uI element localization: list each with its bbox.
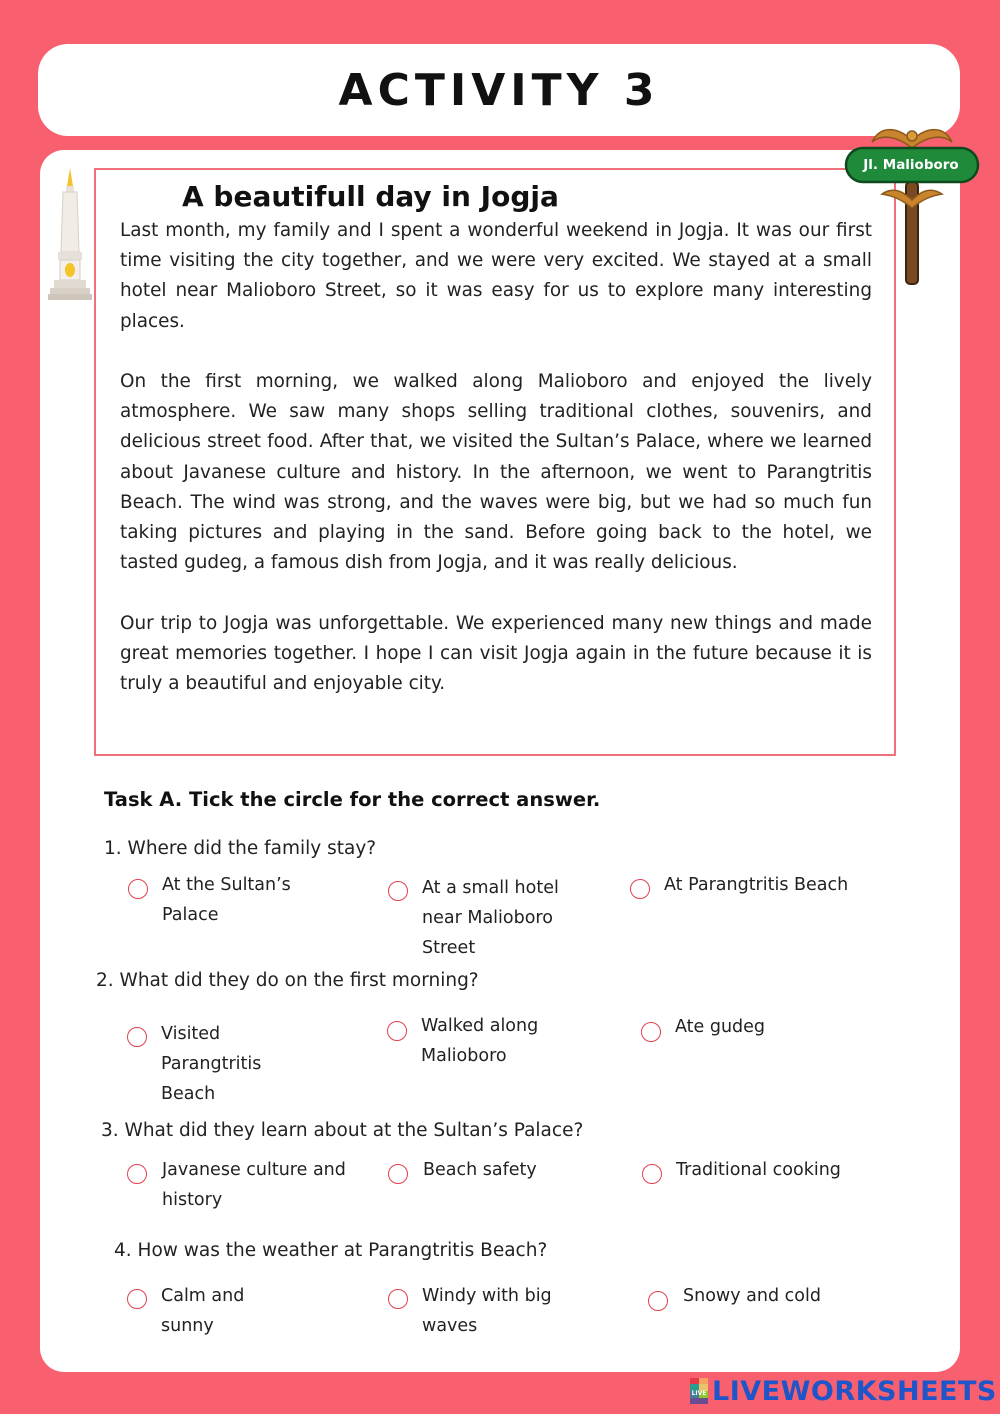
- radio-q3-b[interactable]: [388, 1164, 408, 1184]
- question-4: 4. How was the weather at Parangtritis Beach?: [114, 1240, 548, 1261]
- title-bar: [38, 44, 960, 136]
- street-sign-label: Jl. Malioboro: [863, 157, 959, 173]
- option-q1-a: At the Sultan’s Palace: [162, 875, 291, 925]
- radio-q3-a[interactable]: [127, 1164, 147, 1184]
- question-2: 2. What did they do on the first morning?: [96, 970, 479, 991]
- option-q2-a: Visited Parangtritis Beach: [161, 1024, 262, 1104]
- radio-q1-c[interactable]: [630, 879, 650, 899]
- question-1: 1. Where did the family stay?: [104, 838, 377, 859]
- option-q2-b: Walked along Malioboro: [421, 1016, 539, 1066]
- radio-q2-c[interactable]: [641, 1022, 661, 1042]
- radio-q1-b[interactable]: [388, 881, 408, 901]
- liveworksheets-logo[interactable]: [690, 1374, 997, 1408]
- radio-q2-b[interactable]: [387, 1021, 407, 1041]
- option-q3-a: Javanese culture and history: [162, 1160, 346, 1210]
- option-q1-c: At Parangtritis Beach: [664, 875, 849, 895]
- page-title: ACTIVITY 3: [338, 64, 660, 116]
- story-body: [120, 216, 872, 729]
- option-q4-a: Calm and sunny: [161, 1286, 245, 1336]
- story-paragraph: Our trip to Jogja was unforgettable. We experienced many new things and made great memories together. I hope I can visit Jogja again in the future because it is truly a beautiful and enjoyable city.: [120, 612, 872, 695]
- radio-q4-a[interactable]: [127, 1289, 147, 1309]
- story-title: A beautifull day in Jogja: [182, 180, 559, 213]
- task-heading: Task A. Tick the circle for the correct answer.: [104, 788, 601, 811]
- liveworksheets-mark-text: LIVE: [691, 1390, 707, 1397]
- option-q4-c: Snowy and cold: [683, 1286, 821, 1306]
- option-q4-b: Windy with big waves: [422, 1286, 552, 1336]
- option-q3-c: Traditional cooking: [676, 1160, 841, 1180]
- radio-q4-c[interactable]: [648, 1291, 668, 1311]
- radio-q2-a[interactable]: [127, 1027, 147, 1047]
- option-q3-b: Beach safety: [423, 1160, 537, 1180]
- question-3: 3. What did they learn about at the Sultan’s Palace?: [101, 1120, 584, 1141]
- option-q2-c: Ate gudeg: [675, 1017, 766, 1037]
- radio-q1-a[interactable]: [128, 879, 148, 899]
- radio-q3-c[interactable]: [642, 1164, 662, 1184]
- liveworksheets-brand: LIVEWORKSHEETS: [712, 1375, 997, 1407]
- radio-q4-b[interactable]: [388, 1289, 408, 1309]
- story-paragraph: On the first morning, we walked along Malioboro and enjoyed the lively atmosphere. We saw many shops selling traditional clothes, souvenirs, and delicious street food. After that, we visited the Sultan’s Palace, where we learned about Javanese culture and history. In the afternoon, we went to Parangtritis Beach. The wind was strong, and the waves were big, but we had so much fun taking pictures and playing in the sand. Before going back to the hotel, we tasted gudeg, a famous dish from Jogja, and it was really delicious.: [120, 371, 872, 574]
- liveworksheets-mark-icon: [690, 1378, 708, 1404]
- story-paragraph: Last month, my family and I spent a wonderful weekend in Jogja. It was our first time visiting the city together, and we were very excited. We stayed at a small hotel near Malioboro Street, so it was easy for us to explore many interesting places.: [120, 220, 872, 332]
- option-q1-b: At a small hotel near Malioboro Street: [422, 878, 559, 958]
- tugu-monument-icon: [46, 166, 94, 304]
